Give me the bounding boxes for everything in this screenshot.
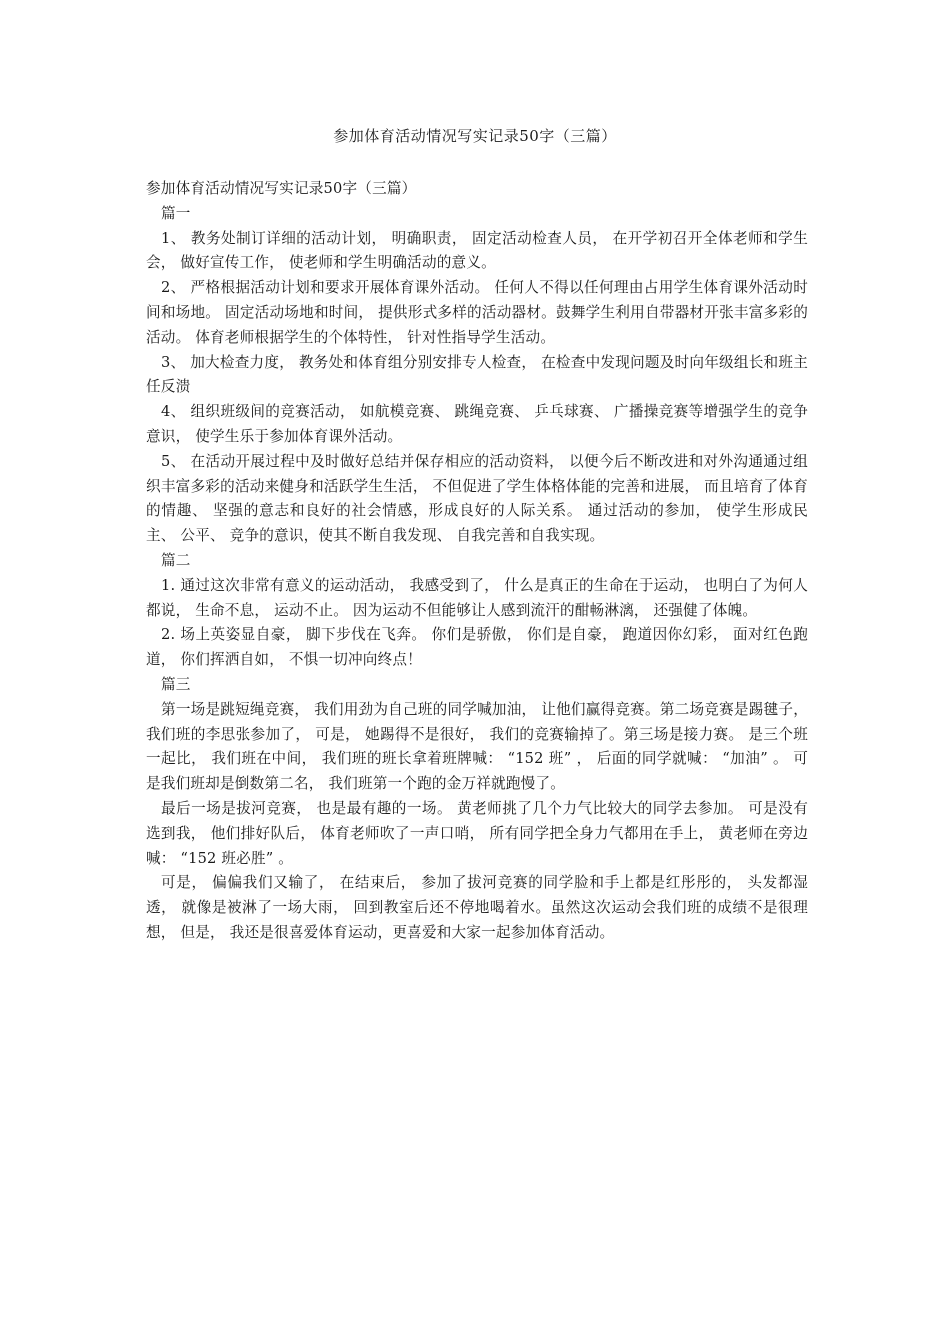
paragraph: 3、 加大检查力度， 教务处和体育组分别安排专人检查， 在检查中发现问题及时向年级组长和班主任反溃 [146,353,808,396]
paragraph: 1、 教务处制订详细的活动计划， 明确职责， 固定活动检查人员， 在开学初召开全体老师和学生会， 做好宣传工作， 使老师和学生明确活动的意义。 [146,229,808,272]
paragraph: 2、 严格根据活动计划和要求开展体育课外活动。 任何人不得以任何理由占用学生体育课外活动时间和场地。 固定活动场地和时间， 提供形式多样的活动器材。鼓舞学生利用自带器材开张丰富多彩的活动。 体育老师根据学生的个体特性， 针对性指导学生活动。 [146,279,808,346]
paragraph: 2. 场上英姿显自豪， 脚下步伐在飞奔。 你们是骄傲， 你们是自豪， 跑道因你幻彩， 面对红色跑道， 你们挥洒自如， 不惧一切冲向终点！ [146,626,808,669]
paragraph: 最后一场是拔河竞赛， 也是最有趣的一场。 黄老师挑了几个力气比较大的同学去参加。 可是没有选到我， 他们排好队后， 体育老师吹了一声口哨， 所有同学把全身力气都用在手上， 黄老师在旁边喊： “152 班必胜” 。 [146,799,808,867]
document-body [146,177,808,946]
paragraph: 1. 通过这次非常有意义的运动活动， 我感受到了， 什么是真正的生命在于运动， 也明白了为何人都说， 生命不息， 运动不止。 因为运动不但能够让人感到流汗的酣畅淋漓， 还强健了体魄。 [146,576,808,619]
section-heading-1: 篇一 [161,204,191,222]
paragraph: 可是， 偏偏我们又输了， 在结束后， 参加了拔河竞赛的同学脸和手上都是红彤彤的， 头发都湿透， 就像是被淋了一场大雨， 回到教室后还不停地喝着水。虽然这次运动会我们班的成绩不是很理想， 但是， 我还是很喜爱体育运动，更喜爱和大家一起参加体育活动。 [146,874,808,941]
document-title: 参加体育活动情况写实记录50字（三篇） [333,127,617,145]
section-heading-2: 篇二 [161,551,191,569]
section-heading-3: 篇三 [161,675,191,693]
paragraph: 4、 组织班级间的竞赛活动， 如航模竞赛、 跳绳竞赛、 乒乓球赛、 广播操竞赛等增强学生的竞争意识， 使学生乐于参加体育课外活动。 [146,403,808,445]
paragraph: 5、 在活动开展过程中及时做好总结并保存相应的活动资料， 以便今后不断改进和对外沟通通过组织丰富多彩的活动来健身和活跃学生生活， 不但促进了学生体格体能的完善和进展， 而且培育了体育的情趣、 坚强的意志和良好的社会情感，形成良好的人际关系。 通过活动的参加， 使学生形成民主、 公平、 竞争的意识，使其不断自我发现、 自我完善和自我实现。 [146,452,808,545]
document-subtitle: 参加体育活动情况写实记录50字（三篇） [146,180,417,197]
paragraph: 第一场是跳短绳竞赛， 我们用劲为自己班的同学喊加油， 让他们赢得竞赛。第二场竞赛是踢毽子， 我们班的李思张参加了， 可是， 她踢得不是很好， 我们的竞赛输掉了。第三场是接力赛。 是三个班一起比， 我们班在中间， 我们班的班长拿着班牌喊： “152 班” ， 后面的同学就喊： “加油” 。 可是我们班却是倒数第二名， 我们班第一个跑的金万祥就跑慢了。 [146,700,808,793]
